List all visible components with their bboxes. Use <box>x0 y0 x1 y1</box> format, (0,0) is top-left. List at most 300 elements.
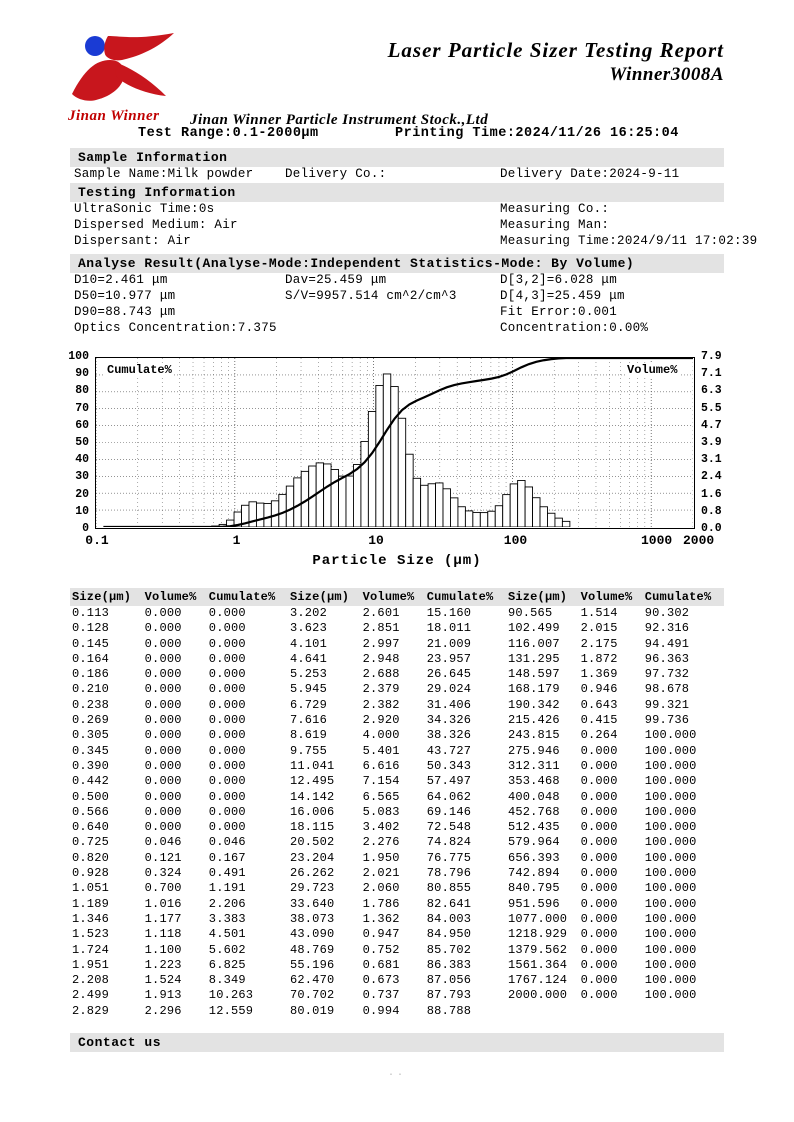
table-cell: 0.000 <box>580 866 618 881</box>
table-cell: 5.602 <box>208 942 246 957</box>
table-cell: 80.019 <box>289 1003 335 1018</box>
table-cell: 1.016 <box>144 896 182 911</box>
winner-logo-mark <box>62 30 192 110</box>
table-cell: 98.678 <box>644 682 690 697</box>
table-cell <box>506 1004 579 1019</box>
sample-information-block <box>70 167 724 183</box>
table-cell: 0.000 <box>208 743 246 758</box>
table-cell: 76.775 <box>426 850 472 865</box>
report-header <box>0 0 794 128</box>
fit-error-value: Fit Error:0.001 <box>500 305 618 319</box>
sv-value: S/V=9957.514 cm^2/cm^3 <box>285 289 457 303</box>
table-cell: 0.640 <box>72 820 110 835</box>
table-cell: 12.559 <box>208 1003 254 1018</box>
table-cell: 742.894 <box>507 866 560 881</box>
table-cell: 353.468 <box>507 774 560 789</box>
table-cell: 18.115 <box>289 820 335 835</box>
table-cell: 1.369 <box>580 667 618 682</box>
table-cell: 94.491 <box>644 636 690 651</box>
table-col-header: Size(μm) <box>70 588 143 606</box>
table-cell: 0.113 <box>72 606 110 620</box>
table-col-header: Volume% <box>579 588 643 606</box>
table-cell: 100.000 <box>644 804 697 819</box>
table-cell: 0.000 <box>144 682 182 697</box>
table-cell: 0.164 <box>72 651 110 666</box>
table-cell: 72.548 <box>426 820 472 835</box>
table-cell: 92.316 <box>644 621 690 636</box>
table-cell: 2.829 <box>72 1003 110 1018</box>
table-cell: 0.442 <box>72 774 110 789</box>
table-cell: 97.732 <box>644 667 690 682</box>
table-cell: 0.000 <box>580 820 618 835</box>
y-tick-left: 20 <box>75 487 89 501</box>
table-cell: 0.000 <box>144 651 182 666</box>
table-cell: 0.000 <box>580 850 618 865</box>
table-cell: 0.000 <box>580 835 618 850</box>
distribution-table-wrap <box>70 588 724 1019</box>
table-cell: 100.000 <box>644 973 697 988</box>
table-row <box>70 728 724 743</box>
table-row <box>70 912 724 927</box>
table-cell: 26.262 <box>289 866 335 881</box>
table-cell: 0.000 <box>208 789 246 804</box>
table-cell: 8.349 <box>208 973 246 988</box>
testing-info-row <box>70 218 724 234</box>
table-cell: 2.276 <box>362 835 400 850</box>
y-tick-right: 0.0 <box>701 522 722 535</box>
y-tick-right: 7.1 <box>701 367 722 381</box>
table-cell: 0.946 <box>580 682 618 697</box>
table-cell: 1.051 <box>72 881 110 896</box>
y-tick-right: 0.8 <box>701 504 722 518</box>
table-cell: 0.643 <box>580 697 618 712</box>
table-cell: 0.345 <box>72 743 110 758</box>
table-head <box>70 588 724 606</box>
table-cell: 14.142 <box>289 789 335 804</box>
table-cell: 20.502 <box>289 835 335 850</box>
table-cell: 312.311 <box>507 758 560 773</box>
dispersant: Dispersant: Air <box>74 234 192 248</box>
table-cell: 0.000 <box>144 667 182 682</box>
table-row <box>70 927 724 942</box>
ultrasonic-time: UltraSonic Time:0s <box>74 202 215 216</box>
table-cell: 0.415 <box>580 713 618 728</box>
table-cell: 0.000 <box>580 789 618 804</box>
table-cell: 0.000 <box>208 774 246 789</box>
table-row <box>70 790 724 805</box>
table-cell: 2.688 <box>362 667 400 682</box>
table-col-header: Cumulate% <box>643 588 724 606</box>
chart-plot-area <box>95 357 695 529</box>
printing-time: Printing Time:2024/11/26 16:25:04 <box>395 126 679 141</box>
table-cell: 0.820 <box>72 850 110 865</box>
optics-concentration-value: Optics Concentration:7.375 <box>74 321 277 335</box>
table-row <box>70 621 724 636</box>
d90-value: D90=88.743 μm <box>74 305 176 319</box>
y-tick-left: 10 <box>75 504 89 518</box>
table-cell: 4.101 <box>289 636 327 651</box>
table-cell: 3.402 <box>362 820 400 835</box>
table-cell: 0.000 <box>144 758 182 773</box>
table-cell: 1.514 <box>580 606 618 620</box>
table-cell: 215.426 <box>507 713 560 728</box>
testing-info-row <box>70 234 758 250</box>
table-col-header: Cumulate% <box>207 588 288 606</box>
table-cell: 87.056 <box>426 973 472 988</box>
table-cell: 2.208 <box>72 973 110 988</box>
y-tick-left: 50 <box>75 436 89 449</box>
table-cell: 1.872 <box>580 651 618 666</box>
table-cell: 29.024 <box>426 682 472 697</box>
table-row <box>70 835 724 850</box>
table-cell: 0.324 <box>144 866 182 881</box>
table-cell: 69.146 <box>426 804 472 819</box>
table-cell: 0.000 <box>580 774 618 789</box>
table-cell: 0.928 <box>72 866 110 881</box>
d50-value: D50=10.977 μm <box>74 289 176 303</box>
table-cell: 0.000 <box>208 728 246 743</box>
table-row <box>70 667 724 682</box>
footer-decoration: ·· <box>387 1070 406 1082</box>
page-subtitle-model: Winner3008A <box>609 64 724 85</box>
table-cell: 2.382 <box>362 697 400 712</box>
table-cell: 9.755 <box>289 743 327 758</box>
table-cell: 7.616 <box>289 713 327 728</box>
table-cell: 90.565 <box>507 606 553 620</box>
analyse-row <box>70 321 724 337</box>
table-cell: 100.000 <box>644 835 697 850</box>
table-cell: 4.000 <box>362 728 400 743</box>
table-cell: 0.000 <box>208 621 246 636</box>
table-cell: 190.342 <box>507 697 560 712</box>
table-cell: 0.128 <box>72 621 110 636</box>
table-cell: 0.673 <box>362 973 400 988</box>
table-cell: 38.073 <box>289 911 335 926</box>
table-col-header: Volume% <box>361 588 425 606</box>
y-tick-left: 80 <box>75 384 89 398</box>
table-cell: 2000.000 <box>507 988 568 1003</box>
measuring-man: Measuring Man: <box>500 218 610 232</box>
table-cell: 512.435 <box>507 820 560 835</box>
table-row <box>70 1004 724 1019</box>
table-cell: 0.000 <box>580 743 618 758</box>
table-cell: 0.000 <box>144 804 182 819</box>
table-cell: 1.950 <box>362 850 400 865</box>
table-cell: 87.793 <box>426 988 472 1003</box>
table-cell: 100.000 <box>644 820 697 835</box>
table-cell: 0.566 <box>72 804 110 819</box>
table-cell: 0.000 <box>208 697 246 712</box>
table-cell: 0.000 <box>580 973 618 988</box>
table-body <box>70 606 724 1019</box>
table-row <box>70 637 724 652</box>
table-cell: 0.238 <box>72 697 110 712</box>
table-cell: 1.346 <box>72 911 110 926</box>
table-cell: 29.723 <box>289 881 335 896</box>
table-cell: 3.202 <box>289 606 327 620</box>
table-cell: 148.597 <box>507 667 560 682</box>
table-cell: 0.000 <box>144 636 182 651</box>
table-cell: 100.000 <box>644 789 697 804</box>
table-cell <box>643 1004 724 1019</box>
table-cell: 1.951 <box>72 957 110 972</box>
table-cell: 0.947 <box>362 927 400 942</box>
table-cell: 3.383 <box>208 911 246 926</box>
table-cell: 70.702 <box>289 988 335 1003</box>
x-tick: 2000 <box>683 533 715 548</box>
chart-legend-volume: Volume% <box>627 363 678 377</box>
table-cell: 0.000 <box>208 667 246 682</box>
table-cell: 38.326 <box>426 728 472 743</box>
table-cell: 0.000 <box>580 988 618 1003</box>
table-cell: 243.815 <box>507 728 560 743</box>
analyse-row <box>70 289 724 305</box>
x-tick: 0.1 <box>85 533 109 548</box>
table-cell: 100.000 <box>644 774 697 789</box>
table-cell: 1.523 <box>72 927 110 942</box>
table-cell: 84.003 <box>426 911 472 926</box>
table-cell: 452.768 <box>507 804 560 819</box>
table-cell: 0.000 <box>580 896 618 911</box>
table-cell: 1.524 <box>144 973 182 988</box>
table-cell: 2.499 <box>72 988 110 1003</box>
test-range: Test Range:0.1-2000μm <box>138 126 319 141</box>
table-cell: 0.000 <box>208 636 246 651</box>
testing-info-row <box>70 202 724 218</box>
table-cell: 31.406 <box>426 697 472 712</box>
y-tick-right: 3.1 <box>701 453 722 467</box>
table-cell: 1767.124 <box>507 973 568 988</box>
table-cell: 102.499 <box>507 621 560 636</box>
table-cell: 1218.929 <box>507 927 568 942</box>
table-cell: 1.724 <box>72 942 110 957</box>
table-row <box>70 682 724 697</box>
table-cell: 100.000 <box>644 743 697 758</box>
table-cell: 2.021 <box>362 866 400 881</box>
table-cell: 0.210 <box>72 682 110 697</box>
table-cell: 0.000 <box>208 820 246 835</box>
table-cell: 62.470 <box>289 973 335 988</box>
table-row <box>70 881 724 896</box>
analyse-row <box>70 273 724 289</box>
table-cell: 12.495 <box>289 774 335 789</box>
table-cell: 0.000 <box>580 804 618 819</box>
table-cell: 6.565 <box>362 789 400 804</box>
x-axis-title: Particle Size (μm) <box>312 553 482 569</box>
table-cell: 100.000 <box>644 911 697 926</box>
table-cell: 0.269 <box>72 713 110 728</box>
table-cell: 43.090 <box>289 927 335 942</box>
page-title: Laser Particle Sizer Testing Report <box>387 38 724 62</box>
sample-name: Sample Name:Milk powder <box>74 167 254 181</box>
table-cell: 1.913 <box>144 988 182 1003</box>
table-cell: 100.000 <box>644 988 697 1003</box>
distribution-table <box>70 588 724 1019</box>
table-cell: 100.000 <box>644 866 697 881</box>
table-cell: 0.737 <box>362 988 400 1003</box>
table-col-header: Volume% <box>143 588 207 606</box>
table-cell: 0.681 <box>362 957 400 972</box>
table-cell: 0.264 <box>580 728 618 743</box>
table-cell: 100.000 <box>644 957 697 972</box>
table-row <box>70 988 724 1003</box>
table-cell: 50.343 <box>426 758 472 773</box>
table-cell: 0.000 <box>580 911 618 926</box>
table-col-header: Cumulate% <box>425 588 506 606</box>
table-cell: 5.401 <box>362 743 400 758</box>
table-cell: 2.206 <box>208 896 246 911</box>
table-cell: 1561.364 <box>507 957 568 972</box>
table-cell: 0.000 <box>144 728 182 743</box>
table-cell: 2.379 <box>362 682 400 697</box>
y-tick-right: 4.7 <box>701 418 722 432</box>
x-tick: 100 <box>503 533 528 548</box>
table-cell: 6.825 <box>208 957 246 972</box>
table-cell: 2.015 <box>580 621 618 636</box>
table-cell: 55.196 <box>289 957 335 972</box>
section-sample-information: Sample Information <box>70 148 724 167</box>
table-cell: 82.641 <box>426 896 472 911</box>
table-cell: 100.000 <box>644 850 697 865</box>
table-cell: 0.000 <box>144 820 182 835</box>
delivery-co: Delivery Co.: <box>285 167 387 181</box>
table-cell: 21.009 <box>426 636 472 651</box>
table-cell: 2.920 <box>362 713 400 728</box>
table-cell: 0.000 <box>208 713 246 728</box>
y-tick-left: 100 <box>68 350 89 363</box>
table-cell: 1.100 <box>144 942 182 957</box>
table-cell <box>579 1004 643 1019</box>
table-row <box>70 713 724 728</box>
table-row <box>70 851 724 866</box>
table-cell: 1.177 <box>144 911 182 926</box>
y-tick-left: 0 <box>82 522 89 535</box>
dav-value: Dav=25.459 μm <box>285 273 387 287</box>
analyse-row <box>70 305 724 321</box>
table-cell: 168.179 <box>507 682 560 697</box>
table-cell: 5.253 <box>289 667 327 682</box>
table-cell: 16.006 <box>289 804 335 819</box>
testing-information-block <box>70 202 758 250</box>
table-row <box>70 866 724 881</box>
table-row <box>70 943 724 958</box>
table-cell: 579.964 <box>507 835 560 850</box>
table-cell: 15.160 <box>426 606 472 620</box>
y-tick-right: 6.3 <box>701 384 722 398</box>
table-cell: 0.167 <box>208 850 246 865</box>
table-cell: 0.145 <box>72 636 110 651</box>
table-cell: 0.000 <box>580 758 618 773</box>
table-cell: 6.729 <box>289 697 327 712</box>
table-cell: 90.302 <box>644 606 690 620</box>
table-row <box>70 652 724 667</box>
table-cell: 0.000 <box>208 682 246 697</box>
table-cell: 78.796 <box>426 866 472 881</box>
table-cell: 0.000 <box>208 804 246 819</box>
delivery-date: Delivery Date:2024-9-11 <box>500 167 680 181</box>
table-cell: 64.062 <box>426 789 472 804</box>
table-cell: 0.000 <box>208 606 246 620</box>
table-cell: 0.046 <box>208 835 246 850</box>
y-tick-right: 7.9 <box>701 350 722 363</box>
table-cell: 275.946 <box>507 743 560 758</box>
table-cell: 43.727 <box>426 743 472 758</box>
range-row <box>0 122 794 148</box>
measuring-time: Measuring Time:2024/9/11 17:02:39 <box>500 234 758 248</box>
table-cell: 4.501 <box>208 927 246 942</box>
table-cell: 2.175 <box>580 636 618 651</box>
table-cell: 1.223 <box>144 957 182 972</box>
table-cell: 99.321 <box>644 697 690 712</box>
table-cell: 116.007 <box>507 636 560 651</box>
d43-value: D[4,3]=25.459 μm <box>500 289 625 303</box>
table-cell: 656.393 <box>507 850 560 865</box>
section-contact-us: Contact us <box>70 1033 724 1052</box>
table-cell: 0.000 <box>580 957 618 972</box>
table-cell: 1077.000 <box>507 911 568 926</box>
sample-info-row <box>70 167 724 183</box>
table-cell: 0.700 <box>144 881 182 896</box>
table-cell: 0.491 <box>208 866 246 881</box>
table-cell: 0.046 <box>144 835 182 850</box>
table-cell: 3.623 <box>289 621 327 636</box>
table-cell: 80.855 <box>426 881 472 896</box>
table-cell: 0.000 <box>208 651 246 666</box>
y-tick-right: 1.6 <box>701 487 722 501</box>
table-row <box>70 897 724 912</box>
table-row <box>70 744 724 759</box>
table-cell: 1.118 <box>144 927 182 942</box>
d10-value: D10=2.461 μm <box>74 273 168 287</box>
table-cell: 2.060 <box>362 881 400 896</box>
table-col-header: Size(μm) <box>288 588 361 606</box>
table-cell: 1379.562 <box>507 942 568 957</box>
table-cell: 0.000 <box>144 697 182 712</box>
chart-legend-cumulate: Cumulate% <box>107 363 172 377</box>
analyse-result-block <box>70 273 724 337</box>
table-cell: 0.000 <box>144 606 182 620</box>
table-cell: 1.786 <box>362 896 400 911</box>
table-cell: 4.641 <box>289 651 327 666</box>
table-cell: 2.997 <box>362 636 400 651</box>
table-cell: 1.362 <box>362 911 400 926</box>
table-cell: 0.500 <box>72 789 110 804</box>
table-cell: 840.795 <box>507 881 560 896</box>
table-row <box>70 805 724 820</box>
x-tick: 1 <box>232 533 241 548</box>
table-cell: 400.048 <box>507 789 560 804</box>
table-cell: 96.363 <box>644 651 690 666</box>
particle-size-distribution-chart <box>0 349 794 574</box>
d32-value: D[3,2]=6.028 μm <box>500 273 618 287</box>
table-cell: 0.000 <box>144 713 182 728</box>
table-cell: 11.041 <box>289 758 335 773</box>
x-tick: 10 <box>368 533 384 548</box>
table-cell: 7.154 <box>362 774 400 789</box>
table-cell: 1.189 <box>72 896 110 911</box>
table-cell: 100.000 <box>644 927 697 942</box>
logo-wordmark: Jinan Winner <box>68 108 160 124</box>
table-cell: 6.616 <box>362 758 400 773</box>
table-cell: 84.950 <box>426 927 472 942</box>
table-cell: 10.263 <box>208 988 254 1003</box>
table-cell: 34.326 <box>426 713 472 728</box>
table-col-header: Size(μm) <box>506 588 579 606</box>
table-cell: 0.390 <box>72 758 110 773</box>
table-cell: 0.000 <box>144 743 182 758</box>
table-cell: 5.945 <box>289 682 327 697</box>
section-testing-information: Testing Information <box>70 183 724 202</box>
